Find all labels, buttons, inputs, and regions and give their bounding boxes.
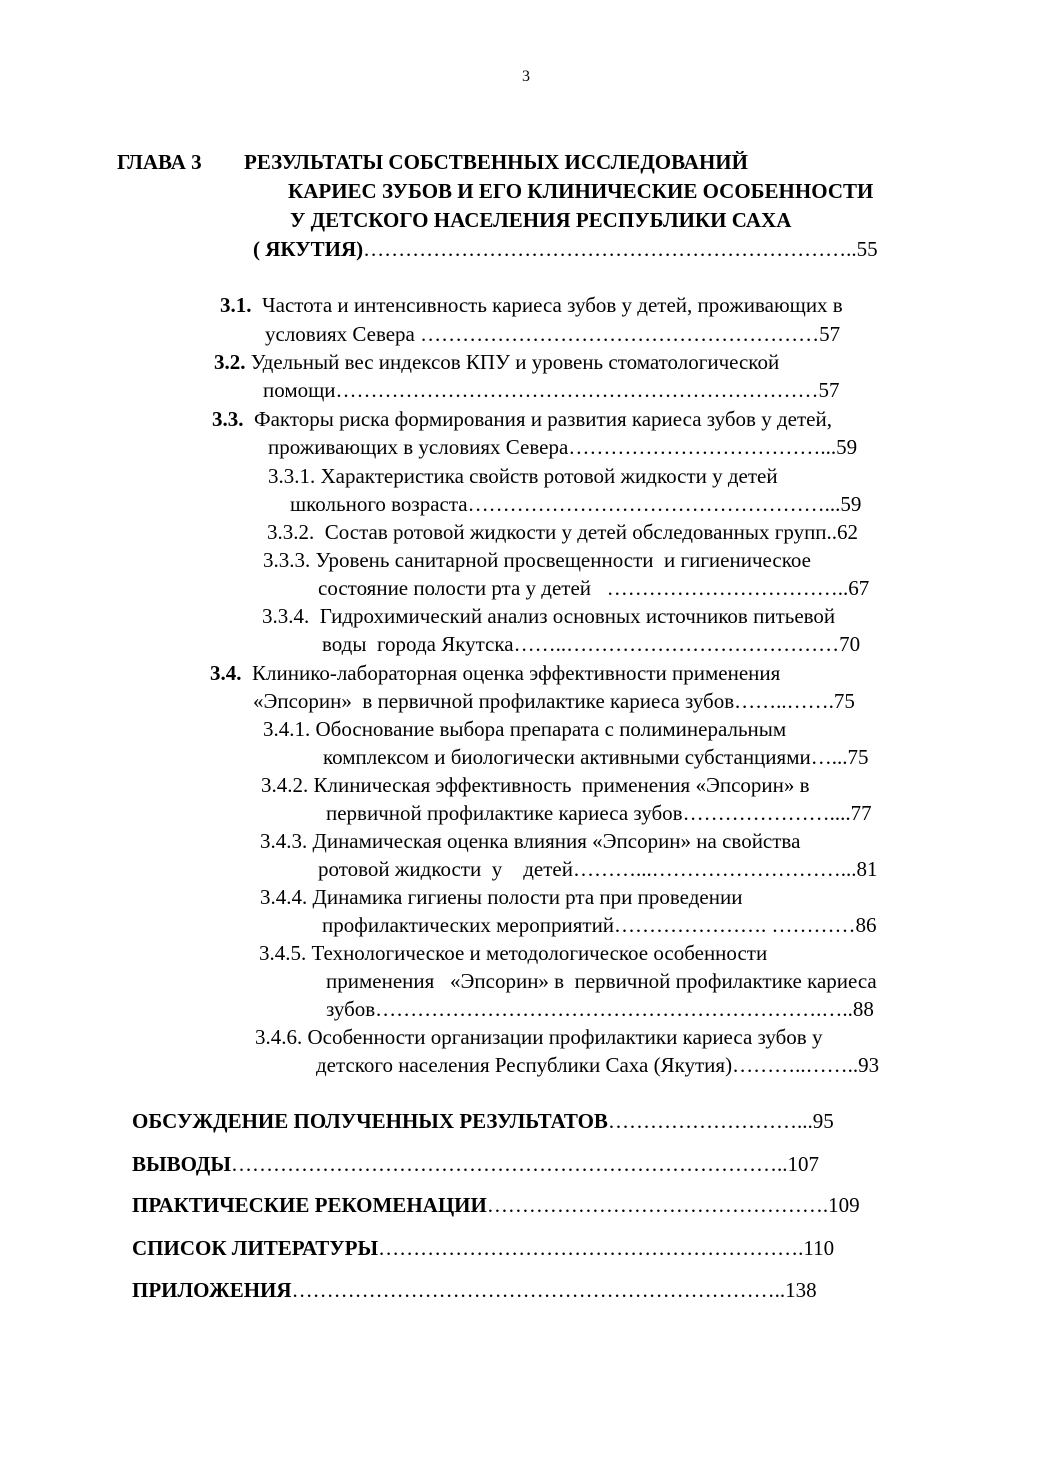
toc-entry-3-3-cont: проживающих в условиях Севера………………………………...59 xyxy=(268,435,858,459)
toc-leader: ……………………………………………………………..138 xyxy=(291,1278,817,1302)
toc-text: Клинико-лабораторная оценка эффективности применения xyxy=(252,661,781,685)
toc-entry-3-4 xyxy=(210,661,780,685)
chapter-title-line: ( ЯКУТИЯ) xyxy=(253,237,364,261)
toc-entry-3-4-5-cont: зубов……………………………………………………….…..88 xyxy=(326,997,874,1021)
toc-entry-3-4-2-cont: первичной профилактике кариеса зубов…………………....77 xyxy=(326,801,872,825)
toc-entry-3-2-cont: помощи……………………………………………………………57 xyxy=(263,378,840,402)
toc-text: Удельный вес индексов КПУ и уровень стоматологической xyxy=(250,350,780,374)
chapter-leader: ……………………………………………………………..55 xyxy=(363,237,878,261)
toc-heading: ПРАКТИЧЕСКИЕ РЕКОМЕНАЦИИ xyxy=(132,1193,487,1217)
section-number: 3.2. xyxy=(214,350,246,374)
toc-entry-3-4-3-cont: ротовой жидкости у детей………...………………………...81 xyxy=(318,857,878,881)
toc-entry-3-4-5-cont: применения «Эпсорин» в первичной профилактике кариеса xyxy=(326,969,877,993)
section-number: 3.3. xyxy=(212,407,244,431)
toc-leader: ………………………...95 xyxy=(607,1109,834,1133)
toc-leader: …………………………………………………….110 xyxy=(378,1236,835,1260)
toc-entry-recommendations xyxy=(132,1193,860,1217)
toc-entry-3-4-3: 3.4.3. Динамическая оценка влияния «Эпсорин» на свойства xyxy=(260,829,801,853)
toc-entry-3-3-4-cont: воды города Якутска……..…………………………………70 xyxy=(322,632,861,656)
toc-entry-3-3-4: 3.3.4. Гидрохимический анализ основных источников питьевой xyxy=(262,604,836,628)
toc-text: Частота и интенсивность кариеса зубов у детей, проживающих в xyxy=(262,293,843,317)
toc-entry-3-4-4-cont: профилактических мероприятий…………………. …………86 xyxy=(322,913,877,937)
toc-text: Факторы риска формирования и развития кариеса зубов у детей, xyxy=(254,407,832,431)
toc-heading: ПРИЛОЖЕНИЯ xyxy=(132,1278,292,1302)
toc-leader: ……………………………………………………………………..107 xyxy=(231,1152,819,1176)
toc-entry-3-2 xyxy=(214,350,779,374)
toc-entry-3-4-2: 3.4.2. Клиническая эффективность применения «Эпсорин» в xyxy=(261,773,810,797)
toc-entry-3-4-cont: «Эпсорин» в первичной профилактике кариеса зубов……..…….75 xyxy=(253,689,855,713)
toc-entry-3-3 xyxy=(212,407,832,431)
chapter-title-line: КАРИЕС ЗУБОВ И ЕГО КЛИНИЧЕСКИЕ ОСОБЕННОСТИ xyxy=(288,179,874,203)
toc-entry-3-3-1-cont: школьного возраста……………………………………………...59 xyxy=(290,492,862,516)
toc-entry-3-4-5: 3.4.5. Технологическое и методологическое особенности xyxy=(259,941,768,965)
toc-entry-3-1-cont: условиях Севера …………………………………………………57 xyxy=(265,322,841,346)
toc-entry-conclusions xyxy=(132,1152,819,1176)
toc-entry-3-4-6-cont: детского населения Республики Саха (Якутия)………..……..93 xyxy=(316,1053,880,1077)
toc-entry-3-4-1-cont: комплексом и биологически активными субстанциями…...75 xyxy=(323,745,869,769)
toc-entry-discussion xyxy=(132,1109,834,1133)
section-number: 3.1. xyxy=(220,293,252,317)
toc-entry-3-4-4: 3.4.4. Динамика гигиены полости рта при проведении xyxy=(260,885,743,909)
toc-entry-appendices xyxy=(132,1278,817,1302)
toc-entry-3-3-2: 3.3.2. Состав ротовой жидкости у детей обследованных групп..62 xyxy=(267,520,859,544)
chapter-label: ГЛАВА 3 xyxy=(117,150,202,174)
chapter-title-line: РЕЗУЛЬТАТЫ СОБСТВЕННЫХ ИССЛЕДОВАНИЙ xyxy=(244,150,748,174)
toc-heading: СПИСОК ЛИТЕРАТУРЫ xyxy=(132,1236,379,1260)
toc-entry-3-4-1: 3.4.1. Обоснование выбора препарата с полиминеральным xyxy=(263,717,787,741)
page-number: 3 xyxy=(522,68,530,85)
toc-entry-3-3-1: 3.3.1. Характеристика свойств ротовой жидкости у детей xyxy=(268,464,778,488)
toc-entry-3-3-3-cont: состояние полости рта у детей ……………………………..67 xyxy=(318,576,870,600)
toc-heading: ВЫВОДЫ xyxy=(132,1152,231,1176)
toc-entry-3-4-6: 3.4.6. Особенности организации профилактики кариеса зубов у xyxy=(255,1025,823,1049)
section-number: 3.4. xyxy=(210,661,242,685)
toc-entry-references xyxy=(132,1236,834,1260)
chapter-title-last-line xyxy=(253,237,878,261)
toc-leader: ………………………………………….109 xyxy=(486,1193,860,1217)
toc-entry-3-1 xyxy=(220,293,843,317)
toc-entry-3-3-3: 3.3.3. Уровень санитарной просвещенности и гигиеническое xyxy=(263,548,811,572)
chapter-title-line: У ДЕТСКОГО НАСЕЛЕНИЯ РЕСПУБЛИКИ САХА xyxy=(290,208,792,232)
toc-heading: ОБСУЖДЕНИЕ ПОЛУЧЕННЫХ РЕЗУЛЬТАТОВ xyxy=(132,1109,608,1133)
